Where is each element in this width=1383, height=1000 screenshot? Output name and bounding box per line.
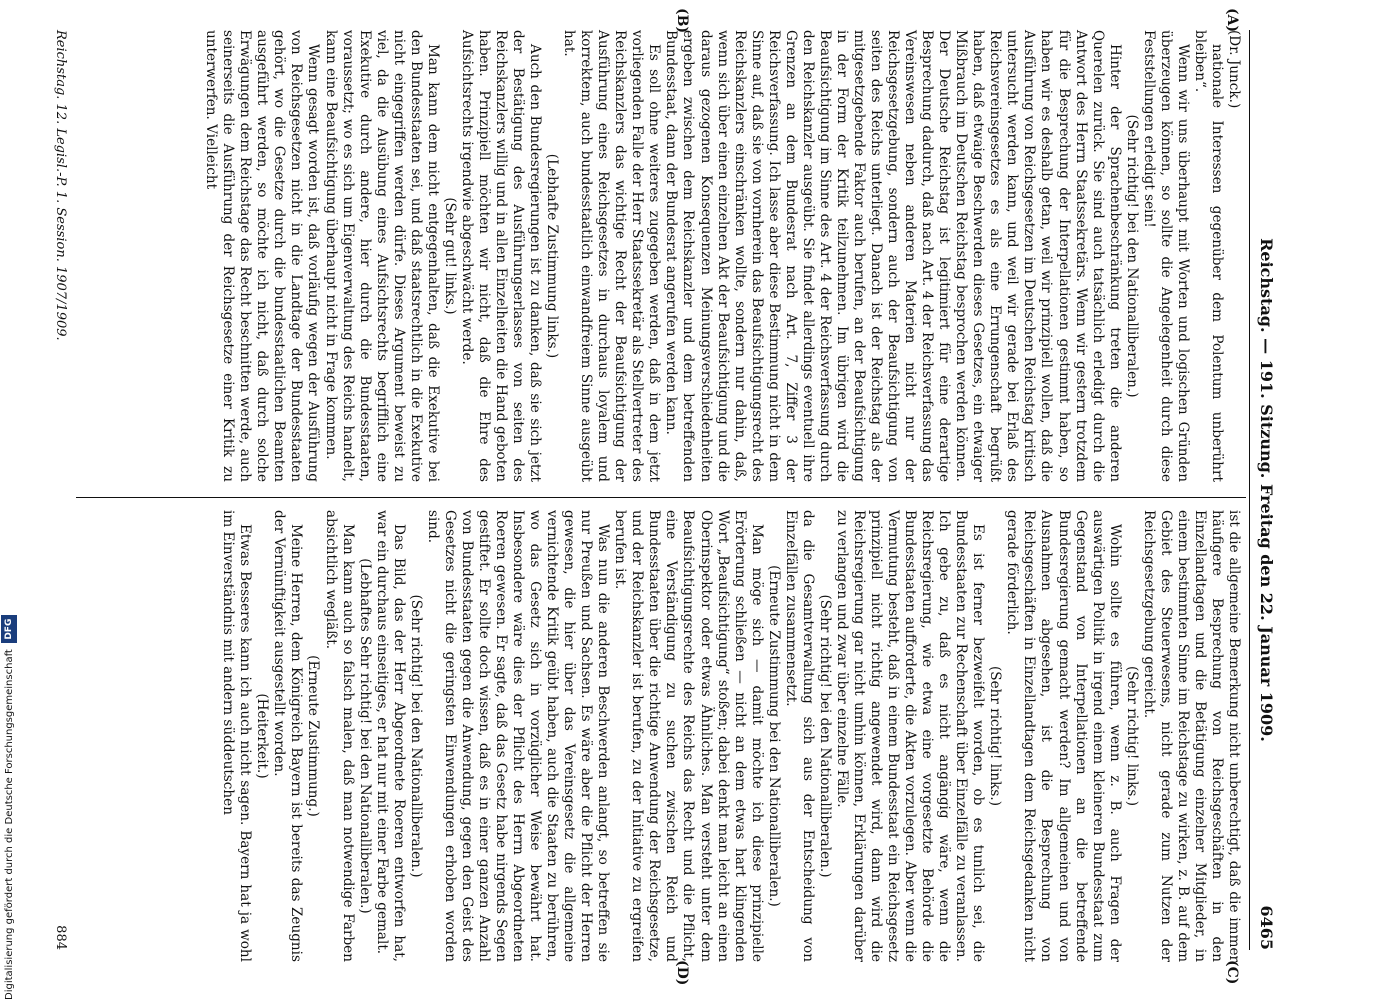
footer-sheet-number: 884 [53,925,68,950]
paragraph: Wenn wir uns überhaupt mit Worten und logischen Gründen überzeugen können, so sollte die Angelegenheit durch diese Feststellungen erledigt sein! [1140,30,1191,482]
paragraph: Etwas Besseres kann ich auch nicht sagen. Bayern hat ja wohl im Einverständnis mit andern süddeutschen [220,510,254,962]
page-header [1254,30,1276,950]
paragraph: Wohin sollte es führen, wenn z. B. auch Fragen der auswärtigen Politik in irgend einem kleineren Bundesstaat zum Gegenstand von Interpellationen an die betreffende Bundesregierung gemacht werden? Im allgemeinen und von Ausnahmen abgesehen, ist die Besprechung von Reichsgeschäften in Einzellandtagen dem Reichsgedanken nicht gerade förderlich. [1004,510,1123,962]
reaction-note: (Sehr richtig! bei den Nationalliberalen.) [407,594,424,878]
reaction-note: (Erneute Zustimmung.) [305,655,322,817]
digitization-credit [0,0,18,1000]
paragraph: Es ist ferner bezweifelt worden, ob es tunlich sei, die Bundesstaaten zur Rechenschaft über Einzelfälle zu veranlassen. Ich gebe zu, daß es nicht angängig wäre, wenn die Reichsregierung, wie etwa eine vorgesetzte Behörde die Bundesstaaten aufforderte, die Akten vorzulegen. Aber wenn die Vermutung besteht, daß in einem Bundesstaat ein Reichsgesetz prinzipiell nicht richtig angewendet wird, dann wird die Reichsregierung gar nicht umhin können, Erklärungen darüber zu verlangen und zwar über einzelne Fälle. [833,510,987,962]
paragraph: ist die allgemeine Bemerkung nicht unberechtigt, daß die immer häufigere Besprechung von Reichsgeschäften in den Einzellandtagen und die Betätigung einzelner Mitglieder, in einem bestimmten Sinne im Reichstage zu wirken, z. B. auf dem Gebiet des Steuerwesens, nicht gerade zum Nutzen der Reichsgesetzgebung gereicht. [1140,510,1242,962]
paragraph: Man kann dem nicht entgegenhalten, daß die Exekutive bei den Bundesstaaten sei, und daß staatsrechtlich in die Exekutive nicht eingegriffen werden dürfe. Dieses Argument beweist zu viel, da die Ausübung eines Aufsichtsrechts begrifflich eine Exekutive durch andere, hier durch die Bundesstaaten, voraussetzt; wo es sich um Eigenverwaltung des Reichs handelt, kann eine Beaufsichtigung überhaupt nicht in Frage kommen. [322,30,441,482]
column-divider [76,497,1246,498]
reaction-note: (Sehr richtig! bei den Nationalliberalen.) [1123,114,1140,398]
paragraph: Meine Herren, dem Königreich Bayern ist bereits das Zeugnis der Vernünftigkeit ausgestellt worden. [271,510,305,962]
dfg-logo-icon: DFG [1,615,17,643]
margin-marker-c: (C) [1224,960,1240,985]
paragraph: Wenn gesagt worden ist, daß vorläufig wegen der Ausführung von Reichsgesetzen nicht in die Landtage der Bundesstaaten gehört, wo die Gesetze durch die bundesstaatlichen Beamten ausgeführt werden, so möchte ich nicht, daß durch solche Erwägungen dem Reichstage das Recht beschnitten werde, auch seinerseits die Ausführung der Reichsgesetze einer Kritik zu unterwerfen. Vielleicht [203,30,322,482]
paragraph: nationale Interessen gegenüber dem Polentum unberührt bleiben“. [1191,30,1225,482]
reaction-note: (Sehr gut! links.) [441,197,458,315]
left-column [202,30,1242,482]
reaction-note: (Sehr richtig! links.) [1123,665,1140,807]
header-title: Reichstag. — 191. Sitzung. Freitag den 22. Januar 1909. [1257,238,1276,742]
credit-text: Digitalisierung gefördert durch die Deutsche Forschungsgemeinschaft [3,649,15,1000]
paragraph: Man kann auch so falsch malen, daß man notwendige Farben absichtlich wegläßt. [322,510,356,962]
paragraph: Das Bild, das der Herr Abgeordnete Roeren entworfen hat, war ein durchaus einseitiges, er hat nur mit einer Farbe gemalt. [373,510,407,962]
reaction-note: (Sehr richtig! links.) [987,665,1004,807]
margin-marker-a: (A) [1224,8,1240,33]
reaction-note: (Erneute Zustimmung bei den Nationalliberalen.) [765,565,782,907]
reaction-note: (Sehr richtig! bei den Nationalliberalen.) [816,594,833,878]
margin-marker-b: (B) [674,8,690,34]
reaction-note: (Lebhaftes Sehr richtig! bei den Nationalliberalen.) [356,558,373,914]
right-column [219,510,1242,962]
header-page-number: 6465 [1257,905,1276,950]
paragraph: Hinter der Sprachenbeschränkung treten die anderen Querelen zurück. Sie sind auch tatsächlich erledigt durch die Antwort des Herrn Staatssekretärs. Wenn wir gestern trotzdem für die Besprechung der Interpellationen gestimmt haben, so haben wir es deshalb getan, weil wir prinzipiell wollen, daß die Ausführung von Reichsgesetzen im Deutschen Reichstag kritisch untersucht werden kann, und weil wir gerade bei Erlaß des Reichsvereinsgesetzes es als eine Errungenschaft begrüßt haben, daß etwaige Beschwerden dieses Gesetzes, ein etwaiger Mißbrauch im Deutschen Reichstag besprochen werden können. Der Deutsche Reichstag ist legitimiert für eine derartige Besprechung dadurch, daß nach Art. 4 der Reichsverfassung das Vereinswesen neben anderen Materien nicht nur der Reichsgesetzgebung, sondern auch der Beaufsichtigung von seiten des Reichs unterliegt. Danach ist der Reichstag als der mitgesetzgebende Faktor auch berufen, an der Beaufsichtigung in der Form der Kritik teilzunehmen. Im übrigen wird die Beaufsichtigung im Sinne des Art. 4 der Reichsverfassung durch den Reichskanzler ausgeübt. Sie findet allerdings eventuell ihre Grenzen an dem Bundesrat nach Art. 7, Ziffer 3 der Reichsverfassung. Ich lasse aber diese Bestimmung nicht in dem Sinne auf, daß sie von vornherein das Beaufsichtigungsrecht des Reichskanzlers einschränken wollte, sondern nur dahin, daß, wenn sich über einen einzelnen Akt der Beaufsichtigung und die daraus gezogenen Konsequenzen Meinungsverschiedenheiten ergeben zwischen dem Reichskanzler und dem betreffenden Bundesstaat, dann der Bundesrat angerufen werden kann. [663,30,1123,482]
paragraph: Was nun die anderen Beschwerden anlangt, so betreffen sie nur Preußen und Sachsen. Es wäre aber die Pflicht der Herren gewesen, die hier über das Vereinsgesetz die allgemeine vernichtende Kritik geübt haben, auch die Staaten zu berühren, wo das Gesetz sich in vorzüglicher Weise bewährt hat. Insbesondere wäre dies der Pflicht des Herrn Abgeordneten Roeren gewesen. Er sagte, daß das Gesetz habe nirgends Segen gestiftet. Er sollte doch wissen, daß es in einer ganzen Anzahl von Bundesstaaten gegen die Anwendung, gegen den Geist des Gesetzes nicht die geringsten Einwendungen erhoben worden sind. [424,510,612,962]
paragraph: Auch den Bundesregierungen ist zu danken, daß sie sich jetzt der Bestätigung des Ausführungserlasses von seiten des Reichskanzlers willig und in allen Einzelheiten die Hand geboten haben. Prinzipiell möchten wir nicht, daß die Ehre des Aufsichtsrechts irgendwie abgeschwächt werde. [458,30,544,482]
paragraph: Man möge sich — damit möchte ich diese prinzipielle Erörterung schließen — nicht an dem etwas hart klingenden Wort „Beaufsichtigung“ stoßen; dabei denkt man leicht an einen Oberinspektor oder etwas Ähnliches. Man versteht unter dem Beaufsichtigungsrechte des Reichs das Recht und die Pflicht, eine Verständigung zu suchen zwischen Reich und Bundesstaaten über die richtige Anwendung der Reichsgesetze, und der Reichskanzler ist berufen, zu der Initiative zu ergreifen berufen ist. [612,510,765,962]
header-rule [1249,30,1250,950]
paragraph: Es soll ohne weiteres zugegeben werden, daß in dem jetzt vorliegenden Falle der Herr Staatssekretär als Stellvertreter des Reichskanzlers das wichtige Recht der Beaufsichtigung der Ausführung eines Reichsgesetzes in durchaus loyalem und korrektem, auch bundesstaatlich einwandfreiem Sinne ausgeübt hat. [561,30,663,482]
reaction-note: (Heiterkeit.) [254,693,271,779]
paragraph: da die Gesamtverwaltung sich aus der Entscheidung von Einzelfällen zusammensetzt. [782,510,816,962]
reaction-note: (Lebhafte Zustimmung links.) [544,153,561,359]
footer-session-info: Reichstag. 12. Legisl.-P. 1. Session. 1907/1909. [53,30,68,341]
margin-marker-d: (D) [674,960,690,986]
speaker-label: (Dr. Junck.) [1226,30,1242,109]
